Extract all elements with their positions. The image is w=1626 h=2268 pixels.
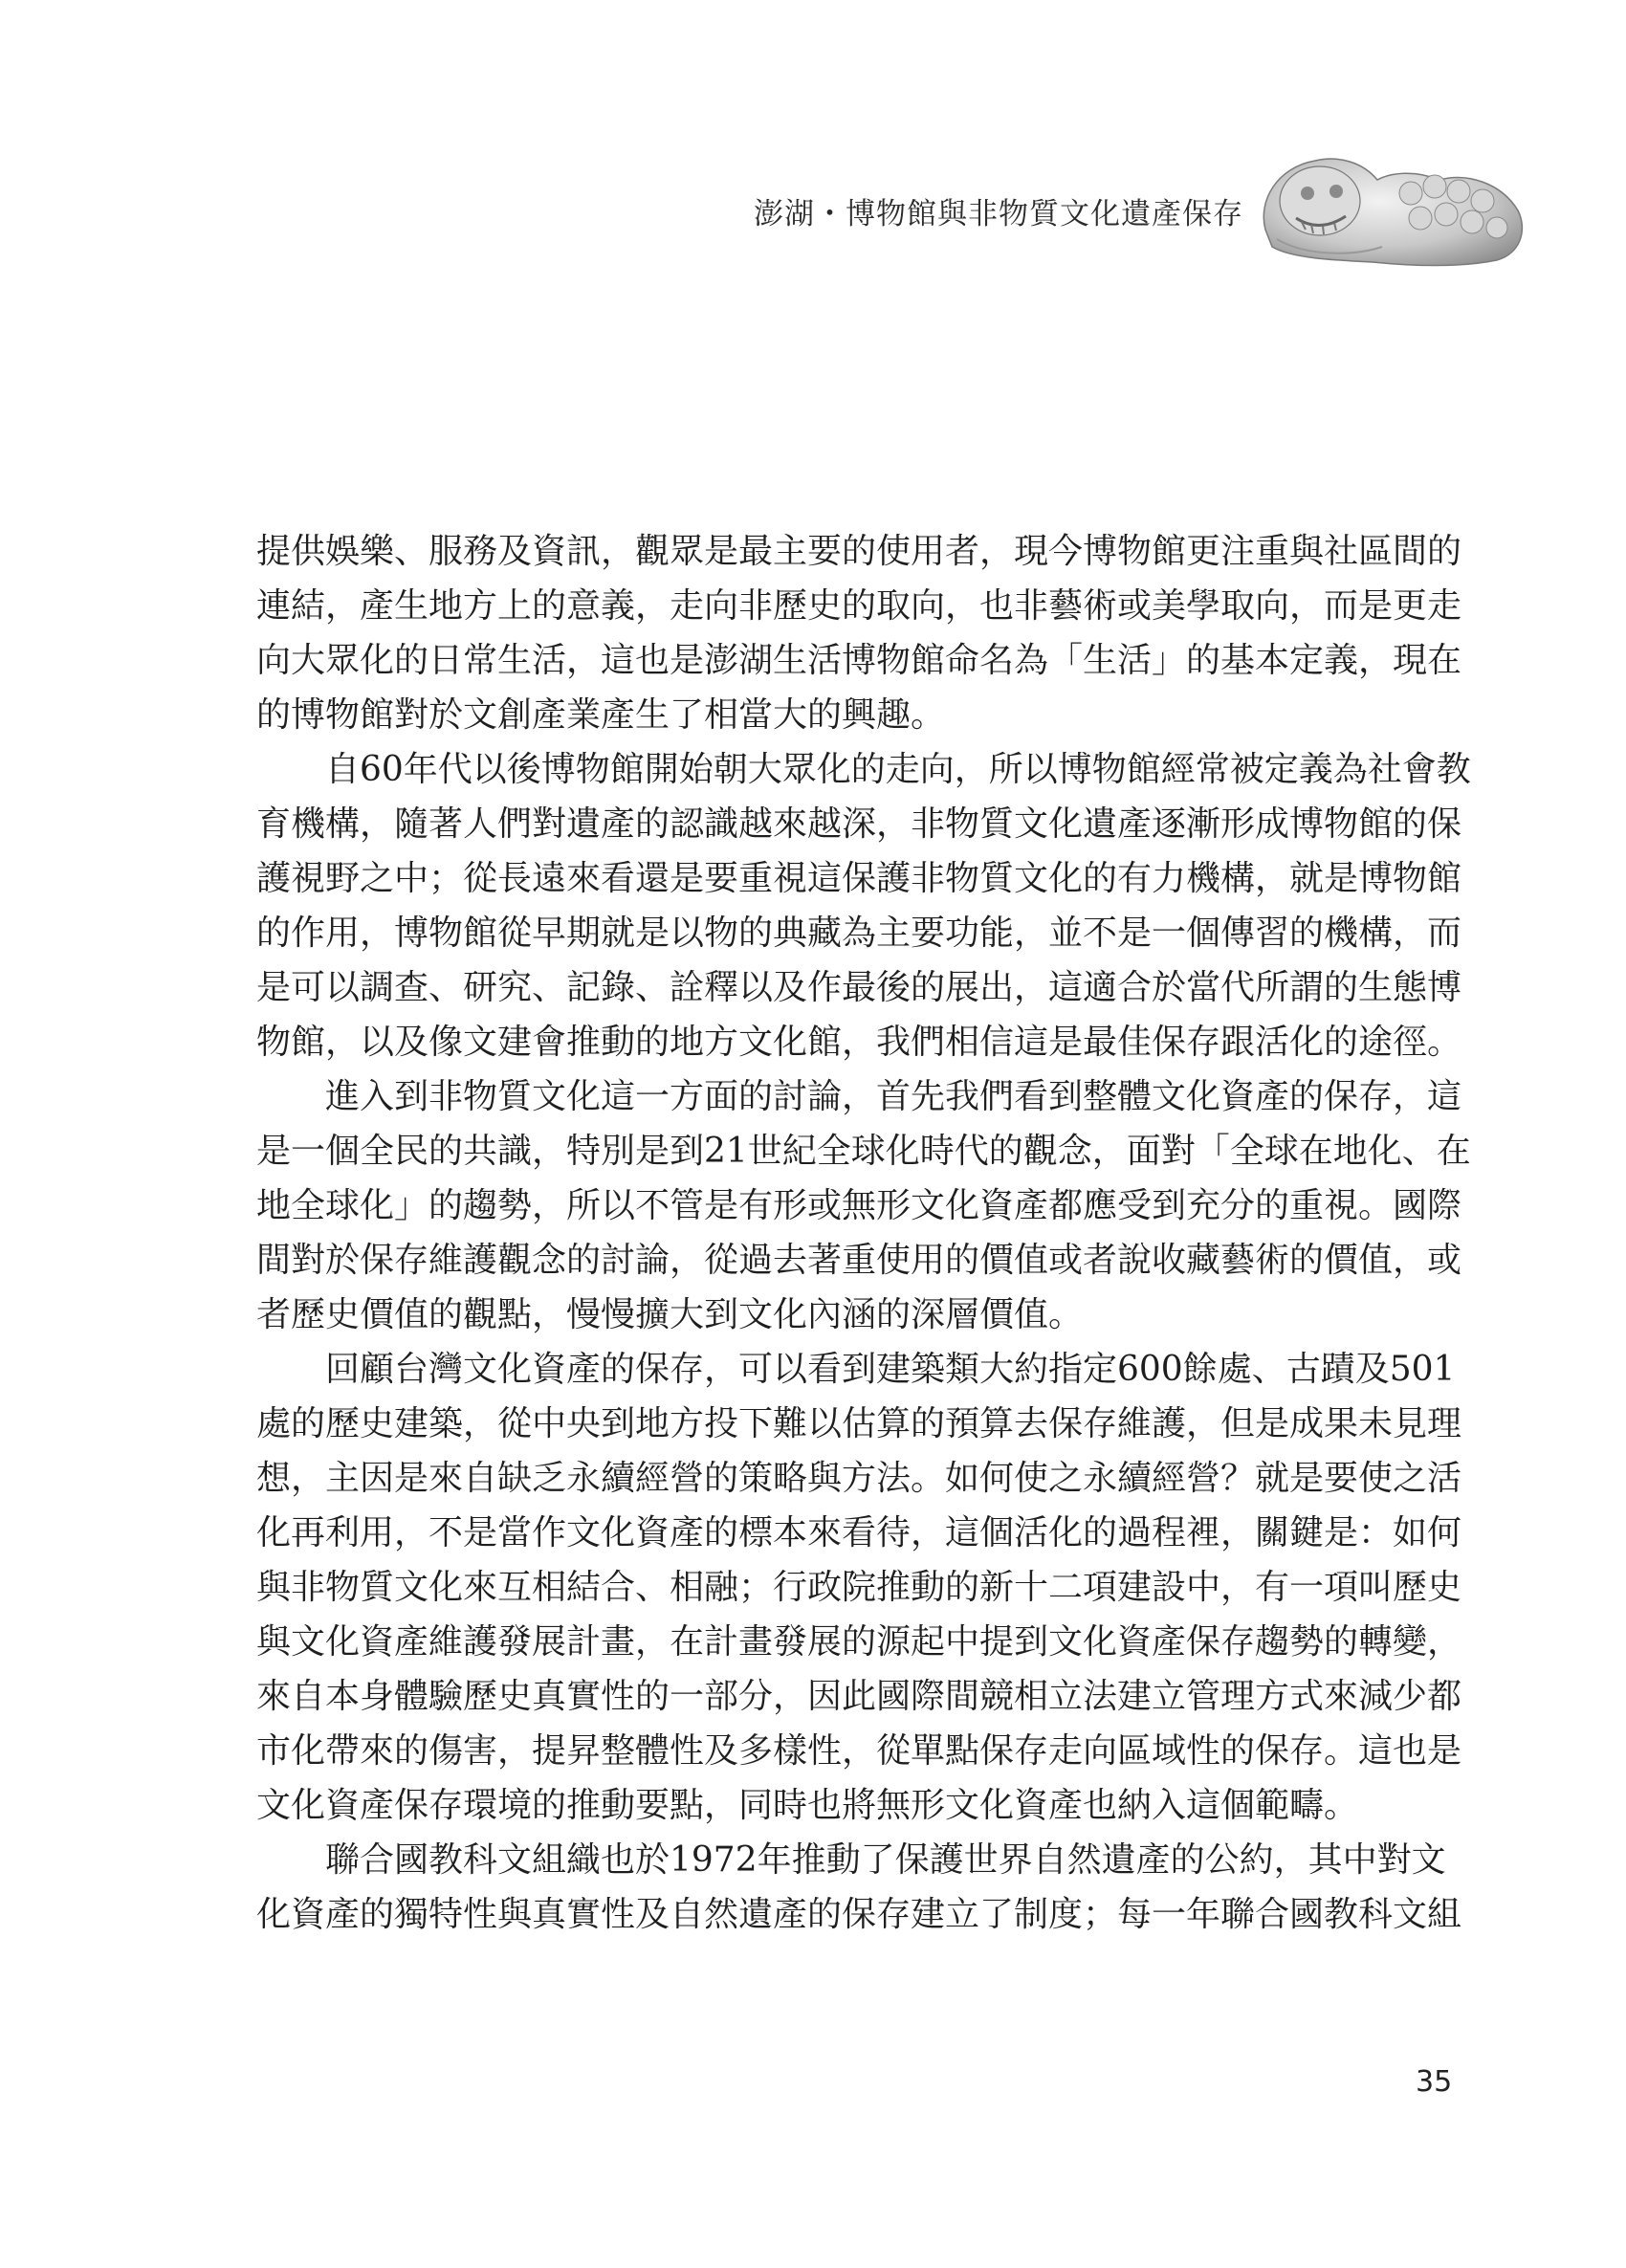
running-header-title: 澎湖・博物館與非物質文化遺產保存 [754, 197, 1243, 231]
text-line: 物館，以及像文建會推動的地方文化館，我們相信這是最佳保存跟活化的途徑。 [256, 1023, 1462, 1062]
text-line: 連結，產生地方上的意義，走向非歷史的取向，也非藝術或美學取向，而是更走 [256, 586, 1462, 626]
stone-lion-icon [1248, 134, 1535, 273]
text-line: 護視野之中；從長遠來看還是要重視這保護非物質文化的有力機構，就是博物館 [256, 859, 1462, 898]
text-line: 來自本身體驗歷史真實性的一部分，因此國際間競相立法建立管理方式來減少都 [256, 1677, 1462, 1716]
page-number: 35 [1416, 2065, 1453, 2099]
text-line: 化資產的獨特性與真實性及自然遺產的保存建立了制度；每一年聯合國教科文組 [256, 1895, 1462, 1934]
text-line: 間對於保存維護觀念的討論，從過去著重使用的價值或者說收藏藝術的價值，或 [256, 1241, 1462, 1280]
text-line: 文化資產保存環境的推動要點，同時也將無形文化資產也納入這個範疇。 [256, 1786, 1359, 1825]
text-line: 進入到非物質文化這一方面的討論，首先我們看到整體文化資產的保存，這 [325, 1077, 1462, 1116]
text-line: 與非物質文化來互相結合、相融；行政院推動的新十二項建設中，有一項叫歷史 [256, 1568, 1462, 1607]
text-line: 的博物館對於文創產業產生了相當大的興趣。 [256, 695, 946, 735]
text-line: 化再利用，不是當作文化資產的標本來看待，這個活化的過程裡，關鍵是：如何 [256, 1513, 1462, 1552]
body-text [256, 524, 1471, 1942]
text-line: 地全球化」的趨勢，所以不管是有形或無形文化資產都應受到充分的重視。國際 [256, 1186, 1462, 1225]
text-line: 市化帶來的傷害，提昇整體性及多樣性，從單點保存走向區域性的保存。這也是 [256, 1731, 1462, 1771]
text-line: 向大眾化的日常生活，這也是澎湖生活博物館命名為「生活」的基本定義，現在 [256, 641, 1462, 680]
text-line: 育機構，隨著人們對遺產的認識越來越深，非物質文化遺產逐漸形成博物館的保 [256, 804, 1462, 844]
text-line: 聯合國教科文組織也於1972年推動了保護世界自然遺產的公約，其中對文 [325, 1840, 1446, 1880]
text-line: 想，主因是來自缺乏永續經營的策略與方法。如何使之永續經營？就是要使之活 [256, 1459, 1462, 1498]
text-line: 是一個全民的共識，特別是到21世紀全球化時代的觀念，面對「全球在地化、在 [256, 1132, 1471, 1171]
text-line: 處的歷史建築，從中央到地方投下難以估算的預算去保存維護，但是成果未見理 [256, 1404, 1462, 1443]
text-line: 自60年代以後博物館開始朝大眾化的走向，所以博物館經常被定義為社會教 [325, 750, 1471, 789]
text-line: 者歷史價值的觀點，慢慢擴大到文化內涵的深層價值。 [256, 1295, 1084, 1334]
text-line: 提供娛樂、服務及資訊，觀眾是最主要的使用者，現今博物館更注重與社區間的 [256, 532, 1462, 571]
text-line: 是可以調查、研究、記錄、詮釋以及作最後的展出，這適合於當代所謂的生態博 [256, 968, 1462, 1007]
text-line: 回顧台灣文化資產的保存，可以看到建築類大約指定600餘處、古蹟及501 [325, 1350, 1456, 1389]
text-line: 的作用，博物館從早期就是以物的典藏為主要功能，並不是一個傳習的機構，而 [256, 914, 1462, 953]
text-line: 與文化資產維護發展計畫，在計畫發展的源起中提到文化資產保存趨勢的轉變， [256, 1622, 1462, 1662]
